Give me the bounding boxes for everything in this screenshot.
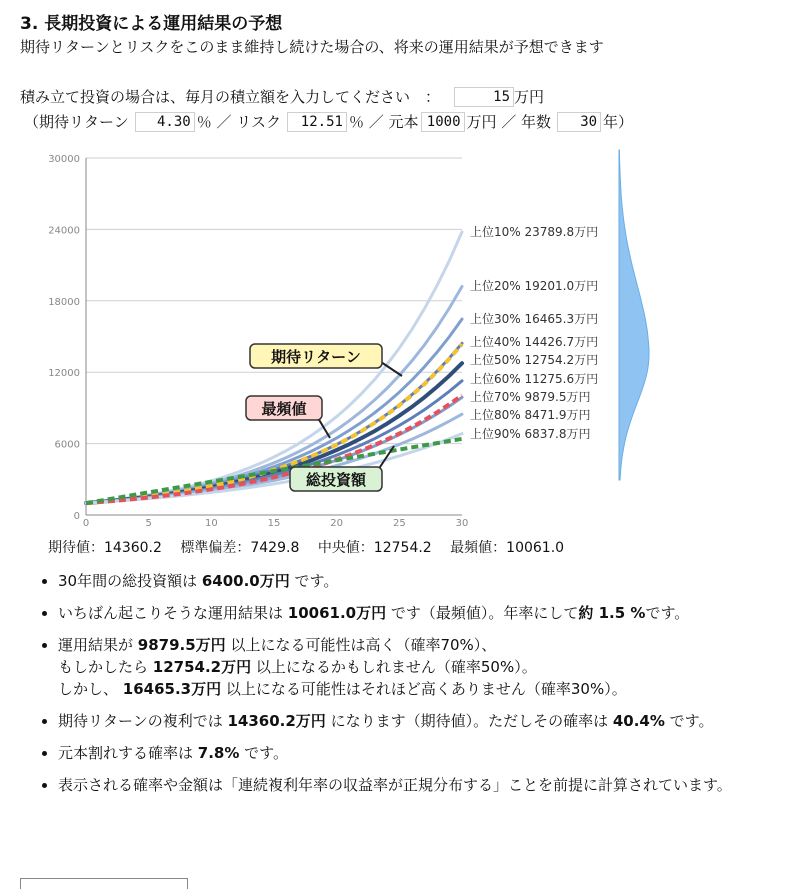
stats-line [48, 537, 564, 557]
result-notes [36, 570, 788, 806]
percentile-label: 上位50% 12754.2万円 [470, 353, 599, 367]
years-input[interactable] [557, 112, 601, 132]
next-section-box [20, 878, 188, 889]
parameter-row [24, 111, 633, 132]
years-label: 万円 ／ 年数 [466, 113, 552, 131]
note-loss: • 元本割れする確率は 7.8% です。 [58, 742, 788, 764]
percentile-label: 上位60% 11275.6万円 [470, 372, 599, 386]
stat-stddev: 標準偏差：7429.8 [180, 540, 300, 556]
expected-return-input[interactable] [135, 112, 195, 132]
x-tick-label: 20 [330, 518, 344, 529]
x-tick-label: 30 [455, 518, 469, 529]
y-tick-label: 30000 [48, 154, 80, 165]
note-total-investment: • 30年間の総投資額は 6400.0万円 です。 [58, 570, 788, 592]
section-title: 3. 長期投資による運用結果の予想 [20, 14, 283, 34]
return-label: （期待リターン [24, 113, 129, 131]
percentile-label: 上位30% 16465.3万円 [470, 312, 599, 326]
percentile-label: 上位40% 14426.7万円 [470, 335, 599, 349]
monthly-label: 積み立て投資の場合は、毎月の積立額を入力してください ： [20, 88, 441, 106]
principal-input[interactable] [421, 112, 465, 132]
years-unit: 年） [603, 113, 634, 131]
highlight-line [86, 439, 462, 503]
y-tick-label: 0 [73, 511, 80, 522]
note-assumption: • 表示される確率や金額は「連続複利年率の収益率が正規分布する」ことを前提に計算されています。 [58, 774, 788, 796]
percentile-label: 上位20% 19201.0万円 [470, 279, 599, 293]
stat-median: 中央値：12754.2 [317, 540, 432, 556]
percentile-label: 上位70% 9879.5万円 [470, 390, 591, 404]
projection-chart [38, 140, 658, 535]
monthly-input-row [20, 86, 544, 107]
section-subtitle: 期待リターンとリスクをこのまま維持し続けた場合の、将来の運用結果が予想できます [20, 38, 604, 56]
x-tick-label: 0 [82, 518, 90, 529]
callout-label: 期待リターン [271, 348, 361, 366]
stat-mode: 最頻値：10061.0 [450, 540, 565, 556]
monthly-amount-input[interactable] [454, 87, 514, 107]
x-tick-label: 15 [267, 518, 281, 529]
percentile-label: 上位10% 23789.8万円 [470, 225, 599, 239]
y-tick-label: 24000 [48, 225, 80, 237]
principal-label: ％ ／ 元本 [348, 113, 419, 131]
note-expected: • 期待リターンの複利では 14360.2万円 になります（期待値）。ただしその確率は 40.4% です。 [58, 710, 788, 732]
monthly-unit: 万円 [514, 88, 545, 106]
note-mode: • いちばん起こりそうな運用結果は 10061.0万円 です（最頻値）。年率にして約 1.5 %です。 [58, 602, 788, 624]
x-tick-label: 10 [204, 518, 218, 529]
x-tick-label: 25 [392, 518, 406, 529]
risk-input[interactable] [287, 112, 347, 132]
risk-label: ％ ／ リスク [196, 113, 281, 131]
percentile-label: 上位80% 8471.9万円 [470, 408, 591, 422]
stat-expected: 期待値：14360.2 [48, 540, 162, 556]
percentile-label: 上位90% 6837.8万円 [470, 427, 591, 441]
distribution-curve [619, 150, 649, 480]
callout-label: 最頻値 [261, 400, 307, 418]
callout-label: 総投資額 [305, 471, 367, 489]
y-tick-label: 18000 [48, 296, 80, 308]
y-tick-label: 12000 [48, 368, 80, 380]
y-tick-label: 6000 [54, 439, 80, 451]
x-tick-label: 5 [145, 518, 152, 529]
note-probability: • 運用結果が 9879.5万円 以上になる可能性は高く（確率70%）、 もしかしたら 12754.2万円 以上になるかもしれません（確率50%）。 しかし、 16465.3万円 以上になる可能性はそれほど高くありません（確率30%）。 [58, 634, 788, 700]
